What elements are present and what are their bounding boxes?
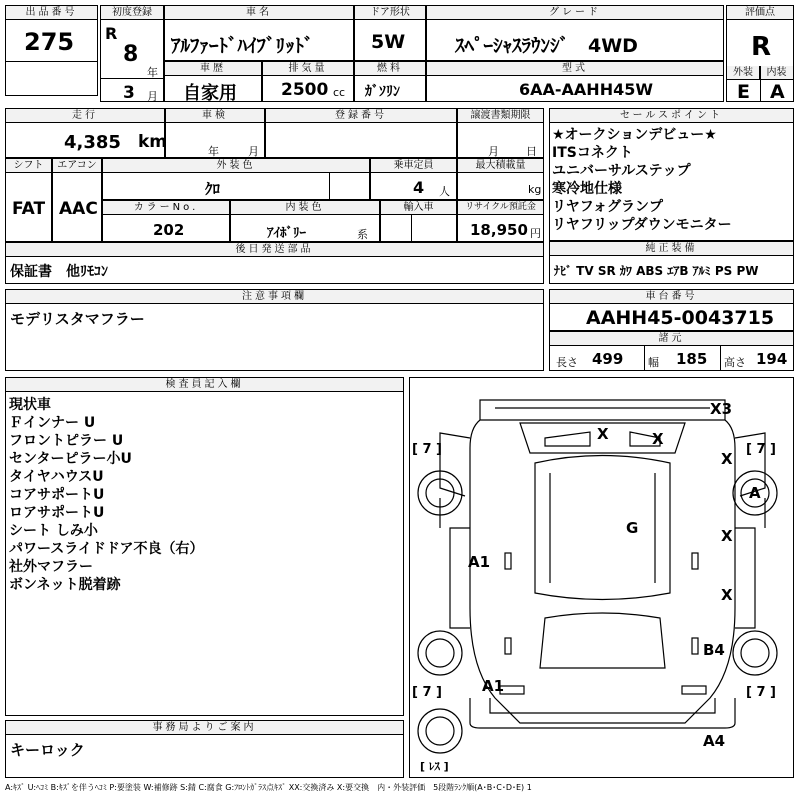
door-type: 5W (371, 31, 406, 53)
recycle-cell (457, 200, 544, 242)
import-label: 輸入車 (381, 201, 456, 215)
mileage-label: 走行 (6, 109, 164, 123)
mark-right-rear: B4 (703, 641, 725, 659)
caution-cell (5, 289, 544, 371)
capacity-label: 乗車定員 (371, 159, 456, 173)
score: R (751, 32, 772, 62)
later-parts-cell (5, 242, 544, 284)
fuel-label: 燃料 (355, 62, 425, 76)
sales-point-item: 寒冷地仕様 (552, 181, 622, 197)
displacement-unit: cc (333, 86, 346, 99)
year-unit: 年 (147, 66, 158, 79)
recycle-fee: 18,950 (470, 221, 528, 239)
int-color-label: 内装色 (231, 201, 379, 215)
reg-month: 3 (123, 83, 135, 103)
width-label: 幅 (648, 356, 659, 369)
grade-label: グレード (427, 6, 723, 20)
office-label: 事務局よりご案内 (6, 721, 403, 735)
int-color: ｱｲﾎﾞﾘｰ (267, 226, 306, 241)
mark-windshield-2: X (652, 430, 664, 448)
tire-right-rear: [ 7 ] (746, 685, 776, 700)
ac: AAC (59, 199, 98, 219)
history-cell (164, 61, 262, 102)
color: ｸﾛ (205, 180, 221, 198)
mileage-cell (5, 108, 168, 158)
month-unit: 月 (147, 90, 158, 103)
mark-rear-bumper: A4 (703, 732, 726, 750)
shift-cell (5, 158, 52, 242)
history-label: 車歴 (165, 62, 261, 76)
displacement: 2500 (281, 80, 329, 100)
car-name-cell (164, 5, 354, 61)
inspector-cell (5, 377, 404, 716)
model-label: 型式 (427, 62, 723, 76)
transfer-cell (457, 108, 544, 158)
equipment-cell (549, 241, 794, 284)
sales-point-item: リヤフォグランプ (552, 199, 664, 215)
dims-label: 諸元 (550, 332, 793, 346)
door-label: ドア形状 (355, 6, 425, 20)
lot-label: 出品番号 (6, 6, 97, 20)
tire-left-front: [ 7 ] (412, 442, 442, 457)
office-cell (5, 720, 404, 778)
door-cell (354, 5, 426, 61)
color-no: 202 (153, 221, 185, 239)
inspector-item: Ｆインナー U (9, 415, 96, 431)
score-cell (726, 5, 794, 102)
recycle-unit: 円 (530, 227, 541, 240)
legend: A:ｷｽﾞ U:ﾍｺﾐ B:ｷｽﾞを伴うﾍｺﾐ P:要塗装 W:補修跡 S:錆 C:腐食 G:ﾌﾛﾝﾄｶﾞﾗｽ点ｷｽﾞ XX:交換済み X:要交換 内・外装評価 5段階ﾗﾝｸ順(A･B･C･D･E) 1 (5, 783, 532, 792)
grade: ｽﾍﾟｰｼｬｽﾗｳﾝｼﾞ 4WD (455, 35, 638, 57)
length: 499 (592, 350, 624, 368)
inspector-item: タイヤハウスU (9, 469, 104, 485)
ac-cell (52, 158, 102, 242)
color-no-cell (102, 200, 230, 242)
era: R (105, 24, 118, 43)
capacity-cell (370, 158, 457, 200)
chassis-label: 車台番号 (550, 290, 793, 304)
lot-cell (5, 5, 98, 96)
car-name: ｱﾙﾌｧｰﾄﾞﾊｲﾌﾞﾘｯﾄﾞ (171, 35, 314, 57)
inspection-cell (165, 108, 265, 158)
office-text: キーロック (10, 741, 85, 759)
mark-front-bumper: X3 (710, 400, 733, 418)
car-diagram (409, 377, 794, 778)
history: 自家用 (183, 83, 237, 104)
recycle-label: リサイクル預託金 (458, 201, 543, 215)
displacement-cell (262, 61, 354, 102)
fuel-cell (354, 61, 426, 102)
transfer-month-unit: 月 (488, 145, 499, 158)
transfer-day-unit: 日 (526, 145, 537, 158)
inspector-item: センターピラー小U (9, 451, 132, 467)
first-reg-label: 初度登録 (101, 6, 163, 20)
shift-label: シフト (6, 159, 51, 173)
width: 185 (676, 350, 708, 368)
model: 6AA-AAHH45W (519, 80, 653, 99)
color-no-label: カラーNo. (103, 201, 229, 215)
score-label: 評価点 (727, 6, 793, 20)
equipment: ﾅﾋﾞ TV SR ｶﾜ ABS ｴｱB ｱﾙﾐ PS PW (554, 264, 759, 278)
color-label: 外装色 (103, 159, 369, 173)
tire-left-rear: [ 7 ] (412, 685, 442, 700)
mark-left-rear: A1 (482, 677, 505, 695)
sales-point-item: ITSコネクト (552, 145, 633, 161)
equipment-label: 純正装備 (550, 242, 793, 256)
fuel: ｶﾞｿﾘﾝ (365, 84, 400, 100)
mark-right-door-2: X (721, 586, 733, 604)
sales-point-item: ユニバーサルステップ (552, 163, 691, 179)
lot-number: 275 (24, 28, 75, 56)
chassis-cell (549, 289, 794, 331)
displacement-label: 排気量 (263, 62, 353, 76)
chassis-number: AAHH45-0043715 (586, 307, 775, 329)
inspector-item: シート しみ小 (9, 523, 98, 539)
inspection-label: 車検 (166, 109, 264, 123)
ext-label: 外装 (727, 66, 760, 80)
inspector-item: ロアサポートU (9, 505, 105, 521)
sales-points-cell (549, 108, 794, 241)
inspector-item: パワースライドドア不良（右） (9, 541, 204, 557)
length-label: 長さ (556, 356, 578, 369)
mark-left-door: A1 (468, 553, 491, 571)
reg-no-label: 登録番号 (266, 109, 456, 123)
car-name-label: 車名 (165, 6, 353, 20)
import-cell (380, 200, 457, 242)
dims-cell (549, 331, 794, 371)
mileage-unit: km (138, 132, 168, 152)
ext-grade: E (737, 81, 750, 103)
load-label: 最大積載量 (458, 159, 543, 173)
inspector-item: 現状車 (9, 397, 51, 413)
inspector-label: 検査員記入欄 (6, 378, 403, 392)
load-unit: kg (528, 183, 542, 196)
later-parts-label: 後日発送部品 (6, 243, 543, 257)
grade-cell (426, 5, 724, 61)
mark-roof: G (626, 519, 639, 537)
later-parts: 保証書 他ﾘﾓｺﾝ (10, 264, 108, 280)
height-label: 高さ (724, 356, 746, 369)
sales-points-label: セールスポイント (550, 109, 793, 123)
color-cell (102, 158, 370, 200)
model-cell (426, 61, 724, 102)
caution-text: モデリスタマフラー (10, 310, 145, 328)
mark-windshield-1: X (597, 425, 609, 443)
transfer-label: 譲渡書類期限 (458, 109, 543, 123)
int-color-cell (230, 200, 380, 242)
mileage: 4,385 (64, 132, 121, 153)
sales-point-item: リヤフリップダウンモニター (552, 217, 732, 233)
capacity: 4 (413, 178, 425, 197)
mark-right-front-wheel: A (749, 484, 761, 502)
inspector-item: コアサポートU (9, 487, 105, 503)
ac-label: エアコン (53, 159, 101, 173)
mark-right-door-1: X (721, 527, 733, 545)
height: 194 (756, 350, 788, 368)
caution-label: 注意事項欄 (6, 290, 543, 304)
inspector-item: ボンネット脱着跡 (9, 577, 121, 593)
shift: FAT (12, 199, 46, 219)
mark-right-fender: X (721, 450, 733, 468)
load-cell (457, 158, 544, 200)
sales-point-item: ★オークションデビュー★ (552, 127, 717, 143)
first-registration-cell (100, 5, 164, 102)
int-grade: A (770, 81, 785, 103)
int-label: 内装 (760, 66, 793, 80)
reg-year: 8 (123, 42, 139, 67)
inspection-year-unit: 年 (208, 145, 219, 158)
inspector-item: フロントピラー U (9, 433, 124, 449)
tire-right-front: [ 7 ] (746, 442, 776, 457)
spare-tire: [ ﾚｽ ] (420, 760, 449, 773)
inspector-item: 社外マフラー (9, 559, 93, 575)
inspection-month-unit: 月 (248, 145, 259, 158)
capacity-unit: 人 (439, 185, 450, 198)
int-color-unit: 系 (357, 228, 368, 241)
reg-no-cell (265, 108, 457, 158)
